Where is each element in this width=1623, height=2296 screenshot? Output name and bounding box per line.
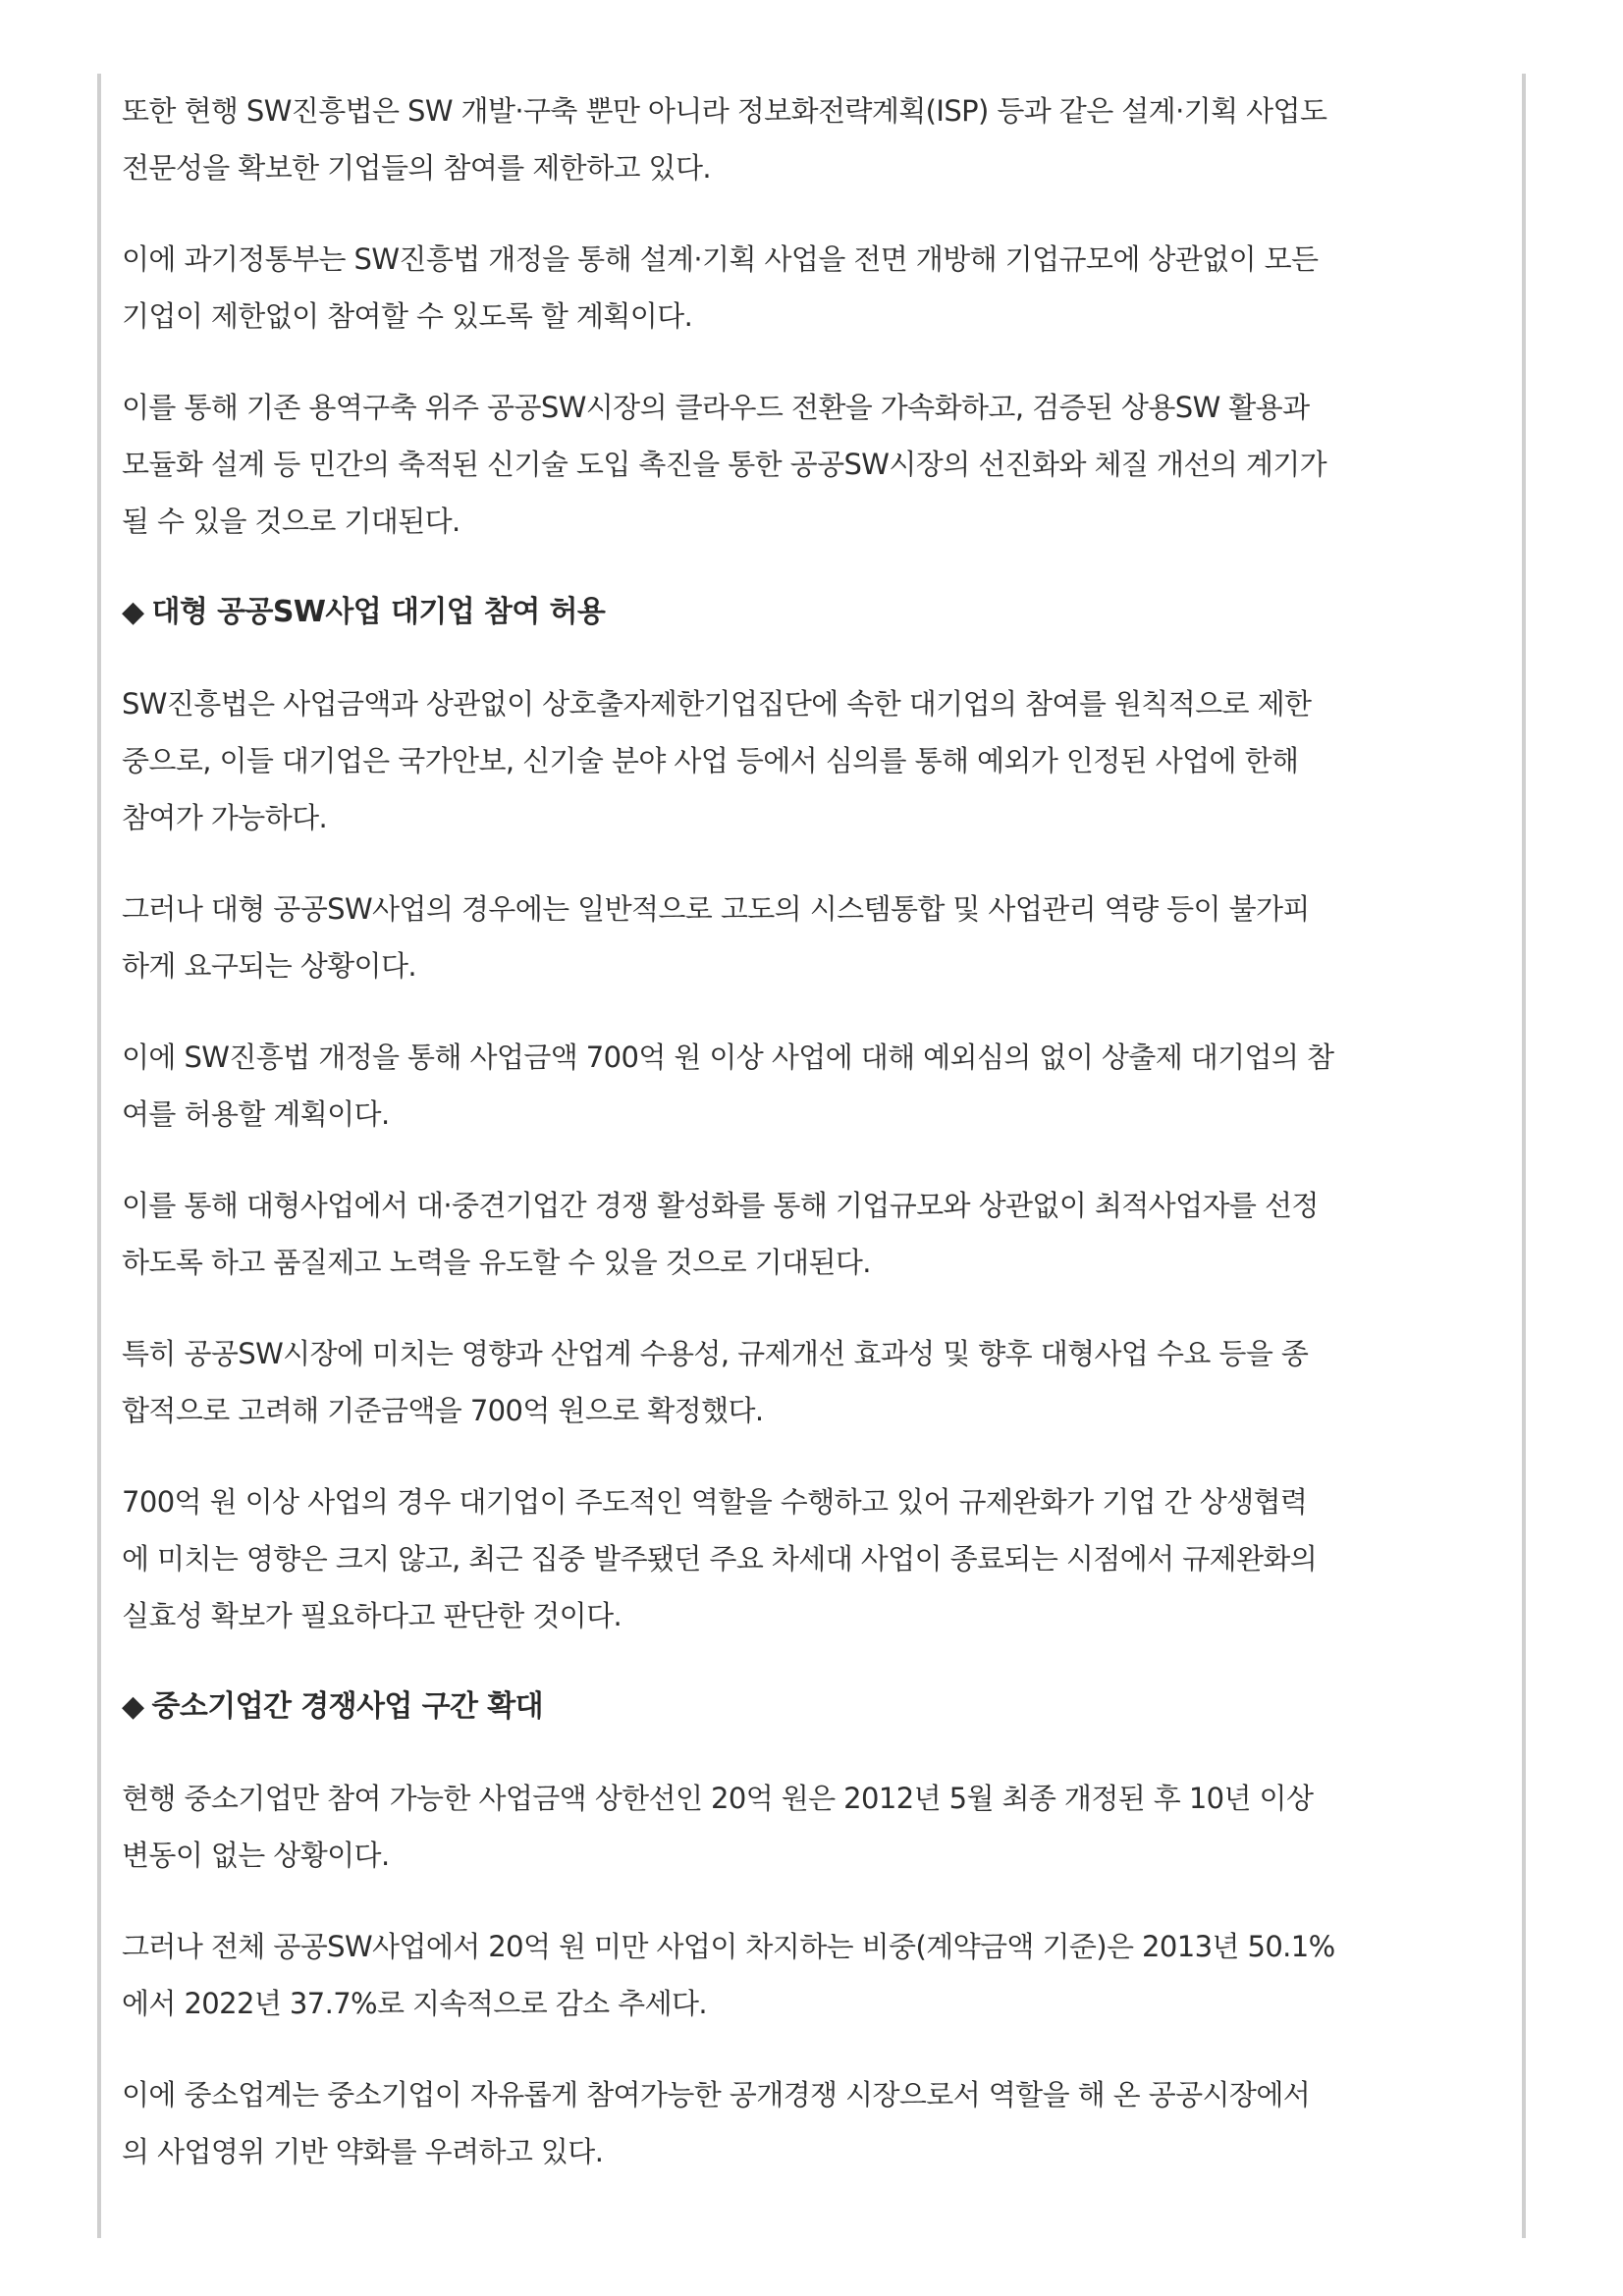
paragraph	[122, 1029, 1516, 1143]
diamond-bullet-icon: ◆	[122, 1689, 144, 1724]
section-heading-text: 대형 공공SW사업 대기업 참여 허용	[151, 595, 606, 629]
paragraph-line: 중으로, 이들 대기업은 국가안보, 신기술 분야 사업 등에서 심의를 통해 예외가 인정된 사업에 한해	[122, 744, 1299, 777]
paragraph-line: 전문성을 확보한 기업들의 참여를 제한하고 있다.	[122, 151, 711, 185]
article-body	[122, 82, 1516, 2215]
paragraph	[122, 231, 1516, 345]
paragraph-line: 특히 공공SW시장에 미치는 영향과 산업계 수용성, 규제개선 효과성 및 향후 대형사업 수요 등을 종	[122, 1337, 1309, 1370]
paragraph-line: 그러나 전체 공공SW사업에서 20억 원 미만 사업이 차지하는 비중(계약금액 기준)은 2013년 50.1%	[122, 1930, 1335, 1963]
paragraph-line: 참여가 가능하다.	[122, 801, 328, 834]
paragraph	[122, 2066, 1516, 2180]
paragraph-line: 모듈화 설계 등 민간의 축적된 신기술 도입 촉진을 통한 공공SW시장의 선진화와 체질 개선의 계기가	[122, 448, 1327, 481]
right-border-rule	[1522, 74, 1526, 2238]
paragraph-line: 또한 현행 SW진흥법은 SW 개발·구축 뿐만 아니라 정보화전략계획(ISP) 등과 같은 설계·기획 사업도	[122, 94, 1327, 128]
paragraph	[122, 1473, 1516, 1644]
paragraph	[122, 379, 1516, 550]
paragraph	[122, 82, 1516, 196]
paragraph-line: 이에 과기정통부는 SW진흥법 개정을 통해 설계·기획 사업을 전면 개방해 기업규모에 상관없이 모든	[122, 242, 1319, 276]
paragraph	[122, 1918, 1516, 2032]
paragraph-line: 이를 통해 대형사업에서 대·중견기업간 경쟁 활성화를 통해 기업규모와 상관없이 최적사업자를 선정	[122, 1189, 1319, 1222]
paragraph-line: 여를 허용할 계획이다.	[122, 1097, 390, 1131]
paragraph-line: 그러나 대형 공공SW사업의 경우에는 일반적으로 고도의 시스템통합 및 사업관리 역량 등이 불가피	[122, 892, 1310, 926]
diamond-bullet-icon: ◆	[122, 595, 144, 629]
paragraph-line: 현행 중소기업만 참여 가능한 사업금액 상한선인 20억 원은 2012년 5월 최종 개정된 후 10년 이상	[122, 1782, 1314, 1815]
section-heading	[122, 584, 1516, 641]
paragraph-line: 에서 2022년 37.7%로 지속적으로 감소 추세다.	[122, 1987, 708, 2020]
paragraph-line: 이를 통해 기존 용역구축 위주 공공SW시장의 클라우드 전환을 가속화하고, 검증된 상용SW 활용과	[122, 391, 1310, 424]
paragraph-line: 하게 요구되는 상황이다.	[122, 949, 416, 983]
paragraph-line: 의 사업영위 기반 약화를 우려하고 있다.	[122, 2135, 604, 2168]
paragraph	[122, 1325, 1516, 1439]
paragraph-line: 에 미치는 영향은 크지 않고, 최근 집중 발주됐던 주요 차세대 사업이 종료되는 시점에서 규제완화의	[122, 1542, 1318, 1575]
paragraph	[122, 881, 1516, 994]
left-border-rule	[97, 74, 101, 2238]
paragraph-line: SW진흥법은 사업금액과 상관없이 상호출자제한기업집단에 속한 대기업의 참여를 원칙적으로 제한	[122, 687, 1312, 721]
paragraph-line: 변동이 없는 상황이다.	[122, 1839, 390, 1872]
paragraph-line: 700억 원 이상 사업의 경우 대기업이 주도적인 역할을 수행하고 있어 규제완화가 기업 간 상생협력	[122, 1485, 1308, 1519]
paragraph	[122, 1770, 1516, 1884]
paragraph	[122, 675, 1516, 846]
section-heading	[122, 1679, 1516, 1735]
paragraph-line: 하도록 하고 품질제고 노력을 유도할 수 있을 것으로 기대된다.	[122, 1246, 871, 1279]
paragraph-line: 기업이 제한없이 참여할 수 있도록 할 계획이다.	[122, 299, 693, 333]
paragraph-line: 될 수 있을 것으로 기대된다.	[122, 505, 460, 538]
paragraph	[122, 1177, 1516, 1291]
paragraph-line: 실효성 확보가 필요하다고 판단한 것이다.	[122, 1599, 622, 1632]
paragraph-line: 이에 SW진흥법 개정을 통해 사업금액 700억 원 이상 사업에 대해 예외심의 없이 상출제 대기업의 참	[122, 1041, 1334, 1074]
section-heading-text: 중소기업간 경쟁사업 구간 확대	[151, 1689, 543, 1724]
paragraph-line: 이에 중소업계는 중소기업이 자유롭게 참여가능한 공개경쟁 시장으로서 역할을 해 온 공공시장에서	[122, 2078, 1311, 2111]
paragraph-line: 합적으로 고려해 기준금액을 700억 원으로 확정했다.	[122, 1394, 764, 1427]
